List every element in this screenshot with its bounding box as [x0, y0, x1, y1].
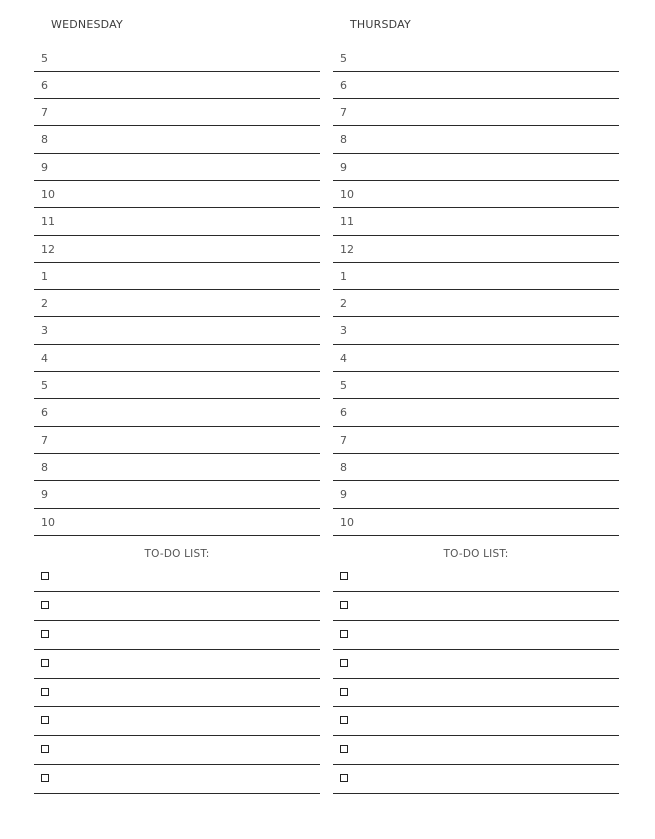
- checkbox-icon[interactable]: [41, 630, 49, 638]
- hour-label: 12: [41, 242, 55, 256]
- hour-row[interactable]: [34, 454, 320, 481]
- hour-row[interactable]: [34, 72, 320, 99]
- checkbox-icon[interactable]: [41, 601, 49, 609]
- hour-row[interactable]: [34, 181, 320, 208]
- hour-row[interactable]: [34, 399, 320, 426]
- todo-item[interactable]: [34, 765, 320, 794]
- hour-row[interactable]: [333, 208, 619, 235]
- hour-label: 10: [340, 515, 354, 529]
- todo-item[interactable]: [34, 736, 320, 765]
- hour-label: 7: [340, 433, 347, 447]
- hour-label: 8: [41, 460, 48, 474]
- todo-item[interactable]: [34, 679, 320, 708]
- hour-label: 2: [340, 297, 347, 311]
- hour-label: 5: [340, 51, 347, 65]
- hour-label: 10: [41, 515, 55, 529]
- hour-row[interactable]: [34, 99, 320, 126]
- hour-label: 12: [340, 242, 354, 256]
- todo-item[interactable]: [34, 650, 320, 679]
- checkbox-icon[interactable]: [41, 745, 49, 753]
- hour-list: [333, 45, 619, 536]
- hour-label: 6: [41, 406, 48, 420]
- hour-row[interactable]: [333, 509, 619, 536]
- hour-row[interactable]: [333, 454, 619, 481]
- hour-label: 6: [340, 78, 347, 92]
- checkbox-icon[interactable]: [41, 659, 49, 667]
- hour-label: 4: [41, 351, 48, 365]
- checkbox-icon[interactable]: [340, 630, 348, 638]
- hour-label: 5: [41, 379, 48, 393]
- todo-item[interactable]: [34, 621, 320, 650]
- hour-row[interactable]: [34, 290, 320, 317]
- hour-row[interactable]: [333, 126, 619, 153]
- hour-row[interactable]: [34, 236, 320, 263]
- hour-label: 9: [41, 160, 48, 174]
- hour-row[interactable]: [34, 372, 320, 399]
- checkbox-icon[interactable]: [340, 745, 348, 753]
- todo-item[interactable]: [333, 592, 619, 621]
- todo-item[interactable]: [34, 592, 320, 621]
- hour-label: 9: [340, 160, 347, 174]
- hour-row[interactable]: [34, 208, 320, 235]
- todo-item[interactable]: [333, 679, 619, 708]
- hour-label: 11: [340, 215, 354, 229]
- hour-row[interactable]: [34, 509, 320, 536]
- checkbox-icon[interactable]: [340, 716, 348, 724]
- hour-label: 9: [41, 488, 48, 502]
- todo-list: [333, 563, 619, 794]
- todo-item[interactable]: [34, 707, 320, 736]
- todo-item[interactable]: [333, 707, 619, 736]
- todo-list-title: TO-DO LIST:: [443, 548, 509, 560]
- day-header: THURSDAY: [350, 18, 411, 31]
- hour-row[interactable]: [333, 72, 619, 99]
- hour-label: 8: [41, 133, 48, 147]
- hour-label: 6: [41, 78, 48, 92]
- hour-label: 6: [340, 406, 347, 420]
- todo-item[interactable]: [333, 650, 619, 679]
- hour-row[interactable]: [333, 154, 619, 181]
- hour-row[interactable]: [34, 263, 320, 290]
- hour-row[interactable]: [333, 263, 619, 290]
- hour-row[interactable]: [34, 45, 320, 72]
- hour-row[interactable]: [34, 154, 320, 181]
- hour-label: 10: [340, 187, 354, 201]
- checkbox-icon[interactable]: [41, 716, 49, 724]
- hour-row[interactable]: [34, 126, 320, 153]
- hour-label: 8: [340, 460, 347, 474]
- checkbox-icon[interactable]: [41, 774, 49, 782]
- hour-label: 4: [340, 351, 347, 365]
- todo-item[interactable]: [333, 765, 619, 794]
- hour-row[interactable]: [333, 427, 619, 454]
- hour-row[interactable]: [333, 317, 619, 344]
- hour-row[interactable]: [34, 481, 320, 508]
- todo-item[interactable]: [333, 563, 619, 592]
- checkbox-icon[interactable]: [41, 572, 49, 580]
- hour-row[interactable]: [333, 181, 619, 208]
- hour-row[interactable]: [333, 399, 619, 426]
- todo-item[interactable]: [333, 621, 619, 650]
- checkbox-icon[interactable]: [340, 688, 348, 696]
- hour-label: 1: [41, 269, 48, 283]
- hour-row[interactable]: [333, 290, 619, 317]
- hour-row[interactable]: [333, 481, 619, 508]
- hour-label: 9: [340, 488, 347, 502]
- todo-item[interactable]: [333, 736, 619, 765]
- hour-row[interactable]: [34, 317, 320, 344]
- hour-row[interactable]: [34, 345, 320, 372]
- day-header: WEDNESDAY: [51, 18, 123, 31]
- todo-list-title: TO-DO LIST:: [144, 548, 210, 560]
- hour-label: 1: [340, 269, 347, 283]
- todo-list: [34, 563, 320, 794]
- hour-label: 3: [340, 324, 347, 338]
- hour-label: 7: [41, 433, 48, 447]
- hour-row[interactable]: [333, 45, 619, 72]
- checkbox-icon[interactable]: [41, 688, 49, 696]
- hour-list: [34, 45, 320, 536]
- hour-label: 7: [340, 106, 347, 120]
- hour-label: 5: [340, 379, 347, 393]
- hour-label: 3: [41, 324, 48, 338]
- hour-row[interactable]: [333, 236, 619, 263]
- hour-label: 5: [41, 51, 48, 65]
- hour-label: 7: [41, 106, 48, 120]
- hour-row[interactable]: [333, 345, 619, 372]
- hour-label: 10: [41, 187, 55, 201]
- hour-label: 11: [41, 215, 55, 229]
- hour-row[interactable]: [333, 372, 619, 399]
- hour-row[interactable]: [333, 99, 619, 126]
- checkbox-icon[interactable]: [340, 659, 348, 667]
- hour-label: 2: [41, 297, 48, 311]
- todo-item[interactable]: [34, 563, 320, 592]
- checkbox-icon[interactable]: [340, 774, 348, 782]
- checkbox-icon[interactable]: [340, 572, 348, 580]
- checkbox-icon[interactable]: [340, 601, 348, 609]
- hour-row[interactable]: [34, 427, 320, 454]
- hour-label: 8: [340, 133, 347, 147]
